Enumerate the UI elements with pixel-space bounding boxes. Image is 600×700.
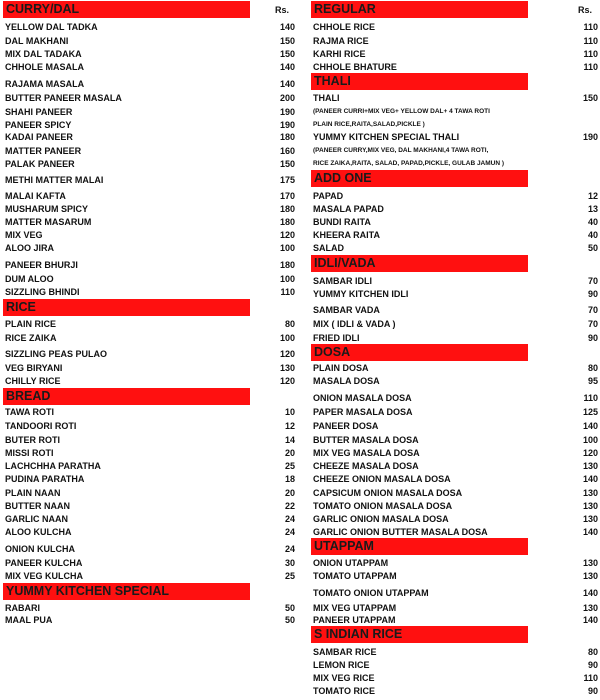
menu-item-price: 140 <box>279 22 295 32</box>
menu-item-price: 22 <box>284 501 295 511</box>
menu-item <box>311 304 598 316</box>
menu-item <box>311 61 598 73</box>
menu-item-name: KHEERA RAITA <box>313 230 380 240</box>
menu-item-price: 190 <box>279 120 295 130</box>
menu-item-price: 130 <box>582 461 598 471</box>
menu-item-name: RAJMA RICE <box>313 36 369 46</box>
menu-item <box>3 119 295 131</box>
menu-item-name: CHHOLE BHATURE <box>313 62 397 72</box>
menu-item-name: SIZZLING BHINDI <box>5 287 80 297</box>
menu-item <box>3 286 295 298</box>
menu-item-name: ONION UTAPPAM <box>313 558 389 568</box>
menu-item <box>311 242 598 254</box>
menu-item <box>311 447 598 459</box>
menu-item-name: BUTTER NAAN <box>5 501 70 511</box>
menu-item <box>3 158 295 170</box>
menu-item-name: PANEER UTAPPAM <box>313 615 396 625</box>
menu-item <box>3 131 295 143</box>
menu-item <box>3 145 295 157</box>
menu-item <box>3 203 295 215</box>
menu-item <box>311 48 598 60</box>
menu-item-name: PAPER MASALA DOSA <box>313 407 413 417</box>
menu-item <box>3 513 295 525</box>
menu-item <box>311 362 598 374</box>
menu-item-name: METHI MATTER MALAI <box>5 175 104 185</box>
menu-item-name: LEMON RICE <box>313 660 370 670</box>
menu-item-price: 140 <box>582 474 598 484</box>
menu-item <box>311 190 598 202</box>
menu-item <box>3 273 295 285</box>
menu-item <box>311 131 598 143</box>
menu-item <box>3 526 295 538</box>
menu-item-name: BUTER ROTI <box>5 435 60 445</box>
menu-item-price: 140 <box>279 62 295 72</box>
menu-item-name: TOMATO ONION UTAPPAM <box>313 588 429 598</box>
menu-item-name: MIX DAL TADAKA <box>5 49 82 59</box>
menu-item-price: 90 <box>587 660 598 670</box>
menu-item <box>311 229 598 241</box>
menu-item <box>311 646 598 658</box>
menu-item-price: 180 <box>279 204 295 214</box>
menu-item <box>311 332 598 344</box>
menu-item-name: KARHI RICE <box>313 49 366 59</box>
section-header-rice: RICE <box>3 299 250 316</box>
menu-item-price: 24 <box>284 544 295 554</box>
menu-item <box>3 557 295 569</box>
menu-item-name: MAAL PUA <box>5 615 53 625</box>
menu-item <box>3 420 295 432</box>
menu-item-name: RABARI <box>5 603 40 613</box>
menu-item-name: YUMMY KITCHEN IDLI <box>313 289 409 299</box>
menu-item-price: 130 <box>582 501 598 511</box>
menu-item-price: 130 <box>582 571 598 581</box>
menu-item-price: 80 <box>284 319 295 329</box>
menu-item-name: MIX VEG UTAPPAM <box>313 603 397 613</box>
menu-item <box>311 557 598 569</box>
menu-item-price: 130 <box>582 603 598 613</box>
menu-item-name: CHEEZE ONION MASALA DOSA <box>313 474 451 484</box>
menu-item-price: 90 <box>587 333 598 343</box>
menu-item-name: (PANEER CURRY,MIX VEG, DAL MAKHANI,4 TAWA ROTI, <box>313 147 489 154</box>
menu-item-name: LACHCHHA PARATHA <box>5 461 101 471</box>
menu-item <box>3 21 295 33</box>
menu-item-price: 140 <box>582 421 598 431</box>
menu-item-name: PANEER SPICY <box>5 120 72 130</box>
menu-item-price: 150 <box>279 36 295 46</box>
section-header-curry-dal: CURRY/DAL <box>3 1 250 18</box>
menu-item-name: MIX ( IDLI & VADA ) <box>313 319 396 329</box>
section-header-add-one: ADD ONE <box>311 170 528 187</box>
menu-item-price: 120 <box>279 376 295 386</box>
menu-item-name: SIZZLING PEAS PULAO <box>5 349 108 359</box>
menu-item <box>311 685 598 697</box>
menu-item-name: TAWA ROTI <box>5 407 54 417</box>
menu-item <box>311 513 598 525</box>
menu-item <box>311 203 598 215</box>
menu-item <box>3 48 295 60</box>
menu-item-price: 150 <box>582 93 598 103</box>
menu-item-name: MISSI ROTI <box>5 448 54 458</box>
menu-item-price: 180 <box>279 260 295 270</box>
menu-item-name: GARLIC ONION MASALA DOSA <box>313 514 449 524</box>
menu-item-price: 14 <box>284 435 295 445</box>
menu-item <box>3 362 295 374</box>
menu-item <box>3 447 295 459</box>
menu-item-price: 140 <box>582 527 598 537</box>
menu-item-price: 50 <box>284 603 295 613</box>
menu-item-price: 12 <box>587 191 598 201</box>
menu-item <box>3 35 295 47</box>
menu-item <box>3 242 295 254</box>
menu-item-name: GARLIC ONION BUTTER MASALA DOSA <box>313 527 488 537</box>
section-header-s-indian-rice: S INDIAN RICE <box>311 626 528 643</box>
menu-item-name: PAPAD <box>313 191 344 201</box>
menu-item-name: TOMATO UTAPPAM <box>313 571 397 581</box>
menu-item-description <box>311 158 598 170</box>
menu-item-price: 110 <box>280 287 295 297</box>
menu-item-name: BUTTER MASALA DOSA <box>313 435 419 445</box>
menu-item-price: 200 <box>279 93 295 103</box>
menu-item-price: 25 <box>284 571 295 581</box>
menu-item-price: 110 <box>583 62 598 72</box>
menu-item-price: 20 <box>284 488 295 498</box>
section-header-utappam: UTAPPAM <box>311 538 528 555</box>
menu-item <box>3 543 295 555</box>
menu-item-name: PLAIN NAAN <box>5 488 61 498</box>
menu-item-price: 110 <box>583 49 598 59</box>
menu-item-name: TANDOORI ROTI <box>5 421 77 431</box>
menu-item-name: TOMATO ONION MASALA DOSA <box>313 501 453 511</box>
menu-item-price: 130 <box>582 514 598 524</box>
menu-item-name: CAPSICUM ONION MASALA DOSA <box>313 488 463 498</box>
menu-item <box>311 216 598 228</box>
menu-item-price: 140 <box>582 588 598 598</box>
menu-item <box>311 526 598 538</box>
menu-item-price: 120 <box>279 349 295 359</box>
menu-item-name: YUMMY KITCHEN SPECIAL THALI <box>313 132 460 142</box>
menu-item-name: ONION MASALA DOSA <box>313 393 412 403</box>
menu-item-name: CHILLY RICE <box>5 376 61 386</box>
menu-item-price: 110 <box>583 36 598 46</box>
menu-item-price: 175 <box>279 175 295 185</box>
menu-item <box>3 570 295 582</box>
menu-item <box>311 318 598 330</box>
menu-item-price: 130 <box>582 558 598 568</box>
menu-item-price: 120 <box>582 448 598 458</box>
menu-item <box>311 92 598 104</box>
menu-item-price: 24 <box>284 527 295 537</box>
menu-item-description <box>311 106 598 118</box>
menu-item-name: FRIED IDLI <box>313 333 360 343</box>
menu-item <box>311 473 598 485</box>
menu-item <box>311 375 598 387</box>
menu-item-name: PALAK PANEER <box>5 159 75 169</box>
menu-item <box>3 460 295 472</box>
menu-item-name: PLAIN DOSA <box>313 363 369 373</box>
menu-item-price: 20 <box>284 448 295 458</box>
menu-item-name: PLAIN RICE,RAITA,SALAD,PICKLE ) <box>313 121 425 128</box>
menu-item-name: PANEER BHURJI <box>5 260 78 270</box>
menu-item-name: PANEER KULCHA <box>5 558 83 568</box>
menu-item-description <box>311 119 598 131</box>
menu-item-price: 150 <box>279 49 295 59</box>
menu-item-price: 50 <box>284 615 295 625</box>
menu-item-price: 110 <box>583 673 598 683</box>
price-column-label: Rs. <box>274 5 289 15</box>
menu-item <box>3 106 295 118</box>
menu-item-price: 110 <box>583 393 598 403</box>
menu-item <box>3 375 295 387</box>
menu-item-price: 70 <box>587 305 598 315</box>
menu-item-price: 40 <box>587 217 598 227</box>
menu-item <box>3 61 295 73</box>
menu-item <box>3 434 295 446</box>
menu-item <box>3 78 295 90</box>
section-header-dosa: DOSA <box>311 344 528 361</box>
menu-item <box>311 602 598 614</box>
menu-item <box>3 614 295 626</box>
menu-item-name: DUM ALOO <box>5 274 54 284</box>
section-header-idli-vada: IDLI/VADA <box>311 255 528 272</box>
menu-item <box>3 332 295 344</box>
menu-item <box>3 174 295 186</box>
menu-item-price: 24 <box>284 514 295 524</box>
menu-item-name: BUNDI RAITA <box>313 217 371 227</box>
menu-item-name: MIX VEG RICE <box>313 673 375 683</box>
menu-item-name: MIX VEG KULCHA <box>5 571 84 581</box>
menu-item <box>3 318 295 330</box>
menu-item <box>3 190 295 202</box>
menu-item <box>311 392 598 404</box>
menu-item-name: SALAD <box>313 243 344 253</box>
menu-item-name: MASALA PAPAD <box>313 204 384 214</box>
menu-item-name: ALOO KULCHA <box>5 527 72 537</box>
menu-item-name: RAJAMA MASALA <box>5 79 85 89</box>
menu-item-name: TOMATO RICE <box>313 686 376 696</box>
menu-item-name: MATTER MASARUM <box>5 217 92 227</box>
menu-item <box>311 420 598 432</box>
menu-item-price: 160 <box>279 146 295 156</box>
menu-item-price: 90 <box>587 686 598 696</box>
menu-item-price: 18 <box>284 474 295 484</box>
menu-item-price: 95 <box>587 376 598 386</box>
menu-item-name: CHEEZE MASALA DOSA <box>313 461 419 471</box>
menu-item-name: THALI <box>313 93 340 103</box>
menu-item <box>311 21 598 33</box>
menu-item-price: 12 <box>284 421 295 431</box>
section-header-thali: THALI <box>311 73 528 90</box>
menu-item <box>3 92 295 104</box>
menu-item-price: 100 <box>279 333 295 343</box>
menu-item-price: 13 <box>587 204 598 214</box>
menu-item-price: 130 <box>582 488 598 498</box>
menu-item-name: MIX VEG <box>5 230 43 240</box>
menu-item <box>3 216 295 228</box>
menu-item-name: PANEER DOSA <box>313 421 379 431</box>
menu-item-price: 100 <box>582 435 598 445</box>
menu-item-price: 120 <box>279 230 295 240</box>
section-header-bread: BREAD <box>3 388 250 405</box>
menu-item <box>3 602 295 614</box>
menu-item <box>311 35 598 47</box>
menu-item <box>311 659 598 671</box>
menu-item-name: VEG BIRYANI <box>5 363 63 373</box>
menu-item <box>311 434 598 446</box>
menu-item-price: 30 <box>284 558 295 568</box>
menu-item-name: MASALA DOSA <box>313 376 380 386</box>
menu-item-price: 50 <box>587 243 598 253</box>
menu-item <box>311 487 598 499</box>
menu-item <box>3 406 295 418</box>
menu-item-name: KADAI PANEER <box>5 132 73 142</box>
menu-item-name: (PANEER CURRI+MIX VEG+ YELLOW DAL+ 4 TAWA ROTI <box>313 108 490 115</box>
menu-item-name: RICE ZAIKA,RAITA, SALAD, PAPAD,PICKLE, GULAB JAMUN ) <box>313 160 505 167</box>
menu-item <box>311 275 598 287</box>
menu-item-name: YELLOW DAL TADKA <box>5 22 98 32</box>
menu-item-price: 140 <box>279 79 295 89</box>
menu-item-name: SAMBAR VADA <box>313 305 380 315</box>
menu-item-name: PUDINA PARATHA <box>5 474 85 484</box>
menu-item <box>311 288 598 300</box>
menu-item <box>311 614 598 626</box>
menu-item <box>311 460 598 472</box>
menu-item-name: MUSHARUM SPICY <box>5 204 89 214</box>
section-header-regular: REGULAR <box>311 1 528 18</box>
menu-item-name: SAMBAR IDLI <box>313 276 372 286</box>
menu-item-price: 70 <box>587 319 598 329</box>
menu-item-price: 180 <box>279 132 295 142</box>
menu-item-price: 100 <box>279 243 295 253</box>
menu-item-name: MIX VEG MASALA DOSA <box>313 448 420 458</box>
menu-item <box>3 487 295 499</box>
menu-item-name: SHAHI PANEER <box>5 107 73 117</box>
menu-item-name: GARLIC NAAN <box>5 514 68 524</box>
menu-item <box>311 672 598 684</box>
menu-item <box>3 500 295 512</box>
menu-item-price: 25 <box>284 461 295 471</box>
menu-item-name: BUTTER PANEER MASALA <box>5 93 122 103</box>
menu-item-price: 70 <box>587 276 598 286</box>
menu-item-price: 170 <box>279 191 295 201</box>
menu-item-price: 80 <box>587 647 598 657</box>
menu-item <box>311 587 598 599</box>
menu-item-price: 150 <box>279 159 295 169</box>
menu-item-price: 125 <box>582 407 598 417</box>
menu-item-description <box>311 145 598 157</box>
menu-item-name: DAL MAKHANI <box>5 36 69 46</box>
menu-item-price: 190 <box>279 107 295 117</box>
menu-item-name: ALOO JIRA <box>5 243 55 253</box>
menu-item-price: 90 <box>587 289 598 299</box>
section-header-yummy-kitchen-special: YUMMY KITCHEN SPECIAL <box>3 583 250 600</box>
menu-item-name: MATTER PANEER <box>5 146 82 156</box>
menu-item-name: CHHOLE MASALA <box>5 62 84 72</box>
menu-item-price: 80 <box>587 363 598 373</box>
menu-item-price: 110 <box>583 22 598 32</box>
menu-item-name: MALAI KAFTA <box>5 191 66 201</box>
menu-item-price: 180 <box>279 217 295 227</box>
menu-item <box>3 259 295 271</box>
menu-item-price: 190 <box>582 132 598 142</box>
menu-item-name: ONION KULCHA <box>5 544 75 554</box>
menu-item-price: 100 <box>279 274 295 284</box>
menu-item-price: 130 <box>279 363 295 373</box>
menu-item-name: RICE ZAIKA <box>5 333 57 343</box>
menu-item <box>3 473 295 485</box>
menu-item-name: PLAIN RICE <box>5 319 57 329</box>
menu-item <box>311 406 598 418</box>
menu-item-name: SAMBAR RICE <box>313 647 377 657</box>
menu-item <box>3 348 295 360</box>
menu-item <box>311 570 598 582</box>
menu-item-price: 40 <box>587 230 598 240</box>
menu-item <box>3 229 295 241</box>
menu-item-name: CHHOLE RICE <box>313 22 376 32</box>
price-column-label: Rs. <box>577 5 592 15</box>
menu-item-price: 10 <box>284 407 295 417</box>
menu-item <box>311 500 598 512</box>
menu-item-price: 140 <box>582 615 598 625</box>
